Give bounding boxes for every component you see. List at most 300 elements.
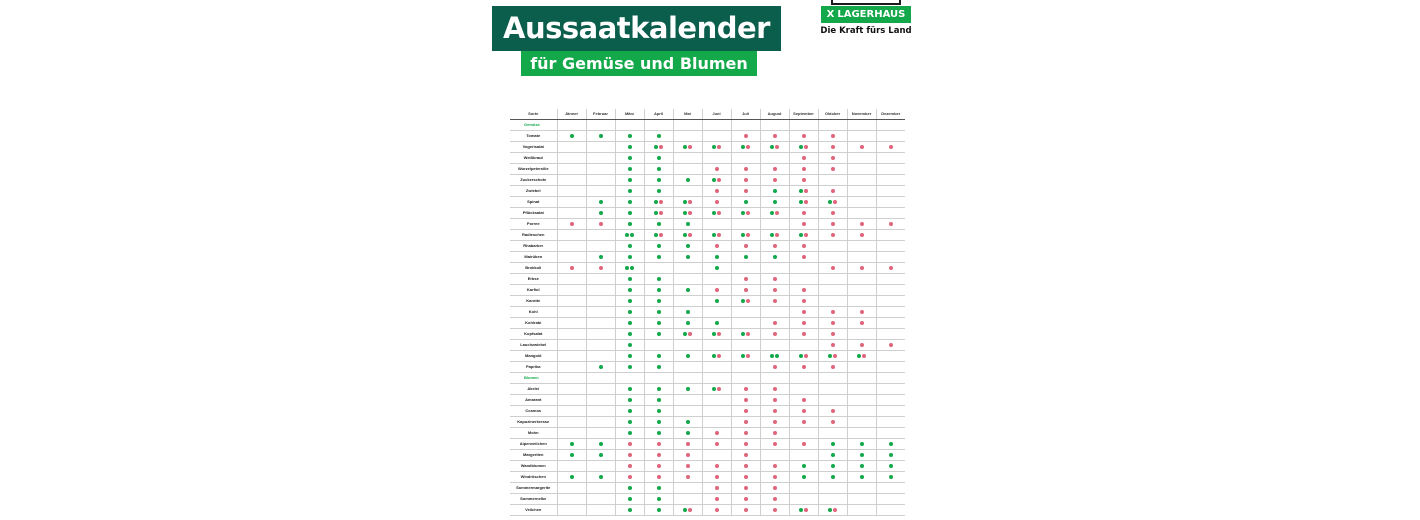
month-cell <box>644 384 673 395</box>
month-cell <box>615 362 644 373</box>
table-row <box>510 340 905 351</box>
harvest-dot-icon <box>831 321 835 325</box>
section-row <box>510 373 905 384</box>
harvest-dot-icon <box>773 442 777 446</box>
sowing-dot-icon <box>741 211 745 215</box>
sowing-dot-icon <box>741 145 745 149</box>
plant-name: Vogerlsalat <box>510 142 557 153</box>
empty-cell <box>760 373 789 384</box>
month-cell <box>557 450 586 461</box>
month-cell <box>847 318 876 329</box>
harvest-dot-icon <box>715 497 719 501</box>
plant-name: Margeriten <box>510 450 557 461</box>
month-cell <box>818 472 847 483</box>
table-row <box>510 230 905 241</box>
month-cell <box>876 219 905 230</box>
sowing-dot-icon <box>799 354 803 358</box>
month-cell <box>673 505 702 516</box>
month-cell <box>789 186 818 197</box>
sowing-dot-icon <box>570 134 574 138</box>
harvest-dot-icon <box>773 365 777 369</box>
month-cell <box>760 296 789 307</box>
plant-name: Rhabarber <box>510 241 557 252</box>
month-cell <box>876 406 905 417</box>
month-cell <box>789 428 818 439</box>
month-cell <box>615 428 644 439</box>
table-row <box>510 142 905 153</box>
harvest-dot-icon <box>717 354 721 358</box>
sowing-dot-icon <box>599 200 603 204</box>
harvest-dot-icon <box>717 178 721 182</box>
month-cell <box>673 461 702 472</box>
month-cell <box>557 285 586 296</box>
harvest-dot-icon <box>657 442 661 446</box>
sowing-dot-icon <box>628 497 632 501</box>
month-cell <box>818 406 847 417</box>
harvest-dot-icon <box>833 508 837 512</box>
month-cell <box>615 241 644 252</box>
plant-name: Cosmos <box>510 406 557 417</box>
month-cell <box>760 395 789 406</box>
month-cell <box>673 384 702 395</box>
sowing-dot-icon <box>657 409 661 413</box>
month-cell <box>818 131 847 142</box>
month-cell <box>789 406 818 417</box>
sowing-dot-icon <box>628 189 632 193</box>
month-cell <box>586 505 615 516</box>
harvest-dot-icon <box>804 508 808 512</box>
month-cell <box>789 197 818 208</box>
month-cell <box>673 307 702 318</box>
month-cell <box>876 164 905 175</box>
month-cell <box>731 175 760 186</box>
harvest-dot-icon <box>570 266 574 270</box>
month-cell <box>847 483 876 494</box>
month-cell <box>702 450 731 461</box>
harvest-dot-icon <box>688 508 692 512</box>
x-logo-icon: X <box>826 9 835 20</box>
month-cell <box>644 307 673 318</box>
harvest-dot-icon <box>628 475 632 479</box>
month-cell <box>644 472 673 483</box>
table-row <box>510 263 905 274</box>
month-cell <box>760 153 789 164</box>
month-cell <box>789 219 818 230</box>
month-cell <box>586 197 615 208</box>
harvest-dot-icon <box>831 266 835 270</box>
month-cell <box>876 197 905 208</box>
harvest-dot-icon <box>657 475 661 479</box>
harvest-dot-icon <box>804 189 808 193</box>
month-cell <box>876 186 905 197</box>
sowing-dot-icon <box>599 442 603 446</box>
harvest-dot-icon <box>744 134 748 138</box>
month-cell <box>876 296 905 307</box>
harvest-dot-icon <box>802 409 806 413</box>
sowing-dot-icon <box>625 266 629 270</box>
column-header-month: Juli <box>731 109 760 120</box>
plant-name: Windröschen <box>510 472 557 483</box>
month-cell <box>644 219 673 230</box>
harvest-dot-icon <box>715 431 719 435</box>
month-cell <box>760 285 789 296</box>
month-cell <box>789 318 818 329</box>
month-cell <box>731 153 760 164</box>
empty-cell <box>847 120 876 131</box>
harvest-dot-icon <box>715 508 719 512</box>
month-cell <box>847 417 876 428</box>
sowing-dot-icon <box>628 398 632 402</box>
empty-cell <box>557 120 586 131</box>
month-cell <box>789 142 818 153</box>
month-cell <box>644 208 673 219</box>
table-row <box>510 219 905 230</box>
month-cell <box>789 230 818 241</box>
month-cell <box>789 362 818 373</box>
harvest-dot-icon <box>773 486 777 490</box>
month-cell <box>615 406 644 417</box>
month-cell <box>760 505 789 516</box>
month-cell <box>586 307 615 318</box>
harvest-dot-icon <box>802 365 806 369</box>
harvest-dot-icon <box>775 211 779 215</box>
month-cell <box>615 351 644 362</box>
harvest-dot-icon <box>802 420 806 424</box>
sowing-dot-icon <box>831 475 835 479</box>
month-cell <box>586 230 615 241</box>
month-cell <box>615 329 644 340</box>
sowing-dot-icon <box>657 244 661 248</box>
plant-name: Lauchzwiebel <box>510 340 557 351</box>
month-cell <box>702 142 731 153</box>
month-cell <box>586 384 615 395</box>
month-cell <box>586 461 615 472</box>
month-cell <box>731 340 760 351</box>
month-cell <box>702 494 731 505</box>
month-cell <box>615 285 644 296</box>
month-cell <box>644 439 673 450</box>
month-cell <box>673 318 702 329</box>
month-cell <box>557 406 586 417</box>
month-cell <box>702 395 731 406</box>
empty-cell <box>673 373 702 384</box>
month-cell <box>702 472 731 483</box>
month-cell <box>702 219 731 230</box>
plant-name: Mangold <box>510 351 557 362</box>
harvest-dot-icon <box>659 211 663 215</box>
harvest-dot-icon <box>860 343 864 347</box>
month-cell <box>818 153 847 164</box>
month-cell <box>702 131 731 142</box>
harvest-dot-icon <box>773 321 777 325</box>
sowing-dot-icon <box>683 233 687 237</box>
empty-cell <box>731 373 760 384</box>
harvest-dot-icon <box>889 266 893 270</box>
month-cell <box>847 494 876 505</box>
harvest-dot-icon <box>773 178 777 182</box>
harvest-dot-icon <box>599 222 603 226</box>
sowing-dot-icon <box>599 453 603 457</box>
harvest-dot-icon <box>804 145 808 149</box>
month-cell <box>615 252 644 263</box>
month-cell <box>760 329 789 340</box>
month-cell <box>615 153 644 164</box>
month-cell <box>586 439 615 450</box>
plant-name: Amarant <box>510 395 557 406</box>
month-cell <box>615 483 644 494</box>
sowing-dot-icon <box>657 332 661 336</box>
plant-name: Akelei <box>510 384 557 395</box>
harvest-dot-icon <box>744 442 748 446</box>
month-cell <box>557 505 586 516</box>
sowing-dot-icon <box>657 189 661 193</box>
month-cell <box>847 329 876 340</box>
month-cell <box>818 307 847 318</box>
month-cell <box>818 296 847 307</box>
month-cell <box>644 274 673 285</box>
month-cell <box>818 329 847 340</box>
harvest-dot-icon <box>773 398 777 402</box>
month-cell <box>702 318 731 329</box>
month-cell <box>731 285 760 296</box>
table-row <box>510 274 905 285</box>
month-cell <box>847 428 876 439</box>
harvest-dot-icon <box>746 145 750 149</box>
harvest-dot-icon <box>802 332 806 336</box>
harvest-dot-icon <box>746 233 750 237</box>
month-cell <box>731 351 760 362</box>
table-row <box>510 472 905 483</box>
sowing-dot-icon <box>686 255 690 259</box>
sowing-dot-icon <box>657 508 661 512</box>
month-cell <box>673 406 702 417</box>
sowing-dot-icon <box>628 288 632 292</box>
sowing-dot-icon <box>799 200 803 204</box>
plant-name: Sommermargerite <box>510 483 557 494</box>
month-cell <box>557 274 586 285</box>
plant-name: Sommernelke <box>510 494 557 505</box>
table-row <box>510 241 905 252</box>
harvest-dot-icon <box>744 387 748 391</box>
month-cell <box>644 505 673 516</box>
month-cell <box>557 252 586 263</box>
sowing-dot-icon <box>799 508 803 512</box>
month-cell <box>847 296 876 307</box>
month-cell <box>731 274 760 285</box>
sowing-dot-icon <box>802 464 806 468</box>
month-cell <box>876 274 905 285</box>
harvest-dot-icon <box>802 178 806 182</box>
month-cell <box>760 362 789 373</box>
month-cell <box>760 340 789 351</box>
harvest-dot-icon <box>744 167 748 171</box>
month-cell <box>760 384 789 395</box>
plant-name: Wandblumen <box>510 461 557 472</box>
month-cell <box>615 494 644 505</box>
sowing-dot-icon <box>686 321 690 325</box>
sowing-dot-icon <box>628 255 632 259</box>
harvest-dot-icon <box>860 266 864 270</box>
harvest-dot-icon <box>746 299 750 303</box>
month-cell <box>876 483 905 494</box>
plant-name: Zwiebel <box>510 186 557 197</box>
page-subtitle: für Gemüse und Blumen <box>521 51 757 76</box>
sowing-dot-icon <box>857 354 861 358</box>
sowing-dot-icon <box>712 178 716 182</box>
sowing-dot-icon <box>712 354 716 358</box>
harvest-dot-icon <box>831 167 835 171</box>
month-cell <box>876 505 905 516</box>
month-cell <box>644 296 673 307</box>
sowing-calendar-table <box>510 109 905 516</box>
sowing-dot-icon <box>657 288 661 292</box>
month-cell <box>876 285 905 296</box>
sowing-dot-icon <box>712 233 716 237</box>
month-cell <box>731 417 760 428</box>
month-cell <box>760 406 789 417</box>
sowing-dot-icon <box>712 387 716 391</box>
harvest-dot-icon <box>860 233 864 237</box>
month-cell <box>818 263 847 274</box>
month-cell <box>673 219 702 230</box>
column-header-month: April <box>644 109 673 120</box>
month-cell <box>586 296 615 307</box>
month-cell <box>876 450 905 461</box>
harvest-dot-icon <box>659 145 663 149</box>
month-cell <box>760 483 789 494</box>
month-cell <box>673 263 702 274</box>
month-cell <box>731 505 760 516</box>
table-row <box>510 483 905 494</box>
month-cell <box>702 439 731 450</box>
sowing-dot-icon <box>799 233 803 237</box>
month-cell <box>615 461 644 472</box>
month-cell <box>760 175 789 186</box>
month-cell <box>731 483 760 494</box>
month-cell <box>702 351 731 362</box>
harvest-dot-icon <box>773 299 777 303</box>
sowing-dot-icon <box>683 508 687 512</box>
month-cell <box>789 208 818 219</box>
month-cell <box>557 483 586 494</box>
month-cell <box>789 285 818 296</box>
month-cell <box>789 252 818 263</box>
month-cell <box>818 274 847 285</box>
harvest-dot-icon <box>659 200 663 204</box>
month-cell <box>876 351 905 362</box>
month-cell <box>818 461 847 472</box>
month-cell <box>731 494 760 505</box>
sowing-dot-icon <box>712 332 716 336</box>
sowing-dot-icon <box>657 310 661 314</box>
month-cell <box>847 153 876 164</box>
month-cell <box>847 186 876 197</box>
sowing-dot-icon <box>654 233 658 237</box>
empty-cell <box>615 373 644 384</box>
month-cell <box>818 208 847 219</box>
sowing-dot-icon <box>628 332 632 336</box>
month-cell <box>847 307 876 318</box>
empty-cell <box>673 120 702 131</box>
month-cell <box>586 417 615 428</box>
harvest-dot-icon <box>686 442 690 446</box>
month-cell <box>876 340 905 351</box>
month-cell <box>789 351 818 362</box>
section-label: Blumen <box>510 373 557 384</box>
harvest-dot-icon <box>860 321 864 325</box>
month-cell <box>847 252 876 263</box>
month-cell <box>731 329 760 340</box>
month-cell <box>847 406 876 417</box>
month-cell <box>644 241 673 252</box>
sowing-dot-icon <box>770 233 774 237</box>
month-cell <box>818 428 847 439</box>
month-cell <box>789 307 818 318</box>
month-cell <box>673 417 702 428</box>
month-cell <box>673 153 702 164</box>
month-cell <box>557 384 586 395</box>
month-cell <box>818 186 847 197</box>
month-cell <box>760 307 789 318</box>
table-row <box>510 208 905 219</box>
sowing-dot-icon <box>657 420 661 424</box>
harvest-dot-icon <box>773 277 777 281</box>
harvest-dot-icon <box>831 145 835 149</box>
sowing-dot-icon <box>715 255 719 259</box>
month-cell <box>557 351 586 362</box>
sowing-dot-icon <box>744 200 748 204</box>
sowing-dot-icon <box>628 431 632 435</box>
sowing-dot-icon <box>628 299 632 303</box>
month-cell <box>760 494 789 505</box>
month-cell <box>673 351 702 362</box>
month-cell <box>818 230 847 241</box>
month-cell <box>789 494 818 505</box>
lagerhaus-logo <box>821 6 911 23</box>
harvest-dot-icon <box>773 288 777 292</box>
sowing-dot-icon <box>860 442 864 446</box>
month-cell <box>557 340 586 351</box>
month-cell <box>644 362 673 373</box>
harvest-dot-icon <box>773 409 777 413</box>
empty-cell <box>876 373 905 384</box>
harvest-dot-icon <box>688 211 692 215</box>
month-cell <box>847 472 876 483</box>
harvest-dot-icon <box>688 332 692 336</box>
month-cell <box>557 197 586 208</box>
month-cell <box>586 131 615 142</box>
month-cell <box>702 296 731 307</box>
month-cell <box>731 252 760 263</box>
month-cell <box>673 362 702 373</box>
month-cell <box>876 131 905 142</box>
month-cell <box>789 241 818 252</box>
month-cell <box>644 450 673 461</box>
column-header-month: Juni <box>702 109 731 120</box>
harvest-dot-icon <box>744 475 748 479</box>
empty-cell <box>789 120 818 131</box>
month-cell <box>760 450 789 461</box>
plant-name: Zuckerschote <box>510 175 557 186</box>
empty-cell <box>847 373 876 384</box>
month-cell <box>615 395 644 406</box>
harvest-dot-icon <box>775 233 779 237</box>
sowing-dot-icon <box>686 288 690 292</box>
harvest-dot-icon <box>746 332 750 336</box>
harvest-dot-icon <box>831 343 835 347</box>
month-cell <box>673 494 702 505</box>
empty-cell <box>644 373 673 384</box>
